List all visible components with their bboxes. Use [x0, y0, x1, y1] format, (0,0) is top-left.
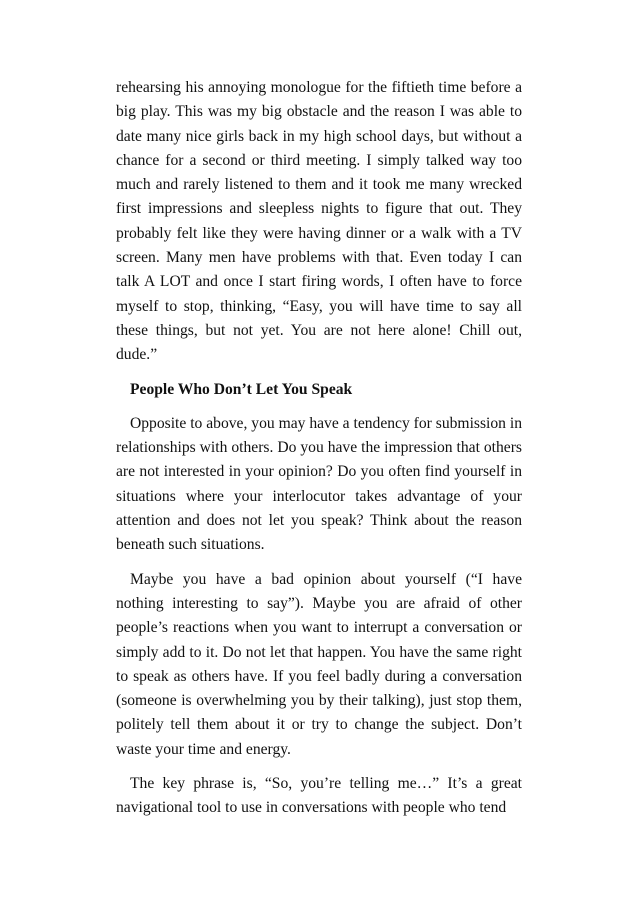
- paragraph: Opposite to above, you may have a tendency for submission in relationships with others. Do you have the impression that others are not interested in your opinion? Do you often find yourself in situations where your interlocutor takes advantage of your attention and does not let you speak? Think about the reason beneath such situations.: [116, 414, 522, 554]
- body-text: [116, 76, 522, 821]
- paragraph-continued: rehearsing his annoying monologue for the fiftieth time before a big play. This was my big obstacle and the reason I was able to date many nice girls back in my high school days, but without a chance for a second or third meeting. I simply talked way too much and rarely listened to them and it took me many wrecked first impressions and sleepless nights to figure that out. They probably felt like they were having dinner or a walk with a TV screen. Many men have problems with that. Even today I can talk A LOT and once I start firing words, I often have to force myself to stop, thinking, “Easy, you will have time to say all these things, but not yet. You are not here alone! Chill out, dude.”: [116, 79, 522, 364]
- section-heading: People Who Don’t Let You Speak: [130, 380, 353, 398]
- paragraph: The key phrase is, “So, you’re telling me…” It’s a great navigational tool to use in conversations with people who tend: [116, 775, 522, 817]
- paragraph: Maybe you have a bad opinion about yourself (“I have nothing interesting to say”). Maybe you are afraid of other people’s reactions when you want to interrupt a conversation or simply add to it. Do not let that happen. You have the same right to speak as others have. If you feel badly during a conversation (someone is overwhelming you by their talking), just stop them, politely tell them about it or try to change the subject. Don’t waste your time and energy.: [116, 570, 522, 758]
